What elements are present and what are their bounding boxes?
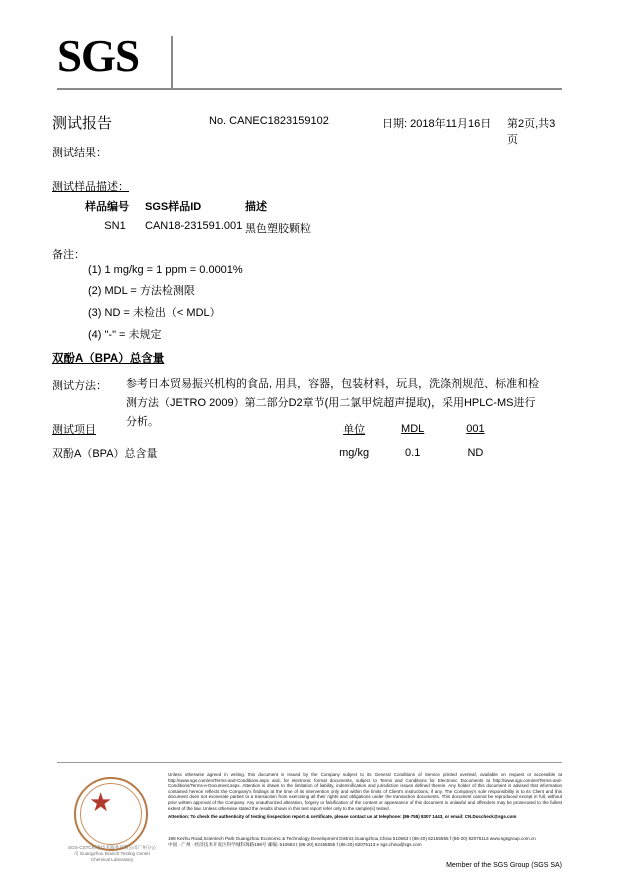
seal-caption: SGS-CSTC标准技术服务有限公司广州分公司 Guangzhou Branch Testing Center Chemical Laboratory	[67, 845, 157, 862]
column-header-sample-no: 样品编号	[85, 201, 129, 213]
cell-sgs-id: CAN18-231591.001	[145, 220, 243, 232]
cell-mdl: 0.1	[405, 447, 421, 459]
table-row	[52, 445, 512, 461]
table-header-row	[52, 421, 512, 445]
title-row	[52, 112, 562, 146]
footer-address-en: 198 Kezhu Road,Scientech Park Guangzhou Economic & Technology Development District,Guangzhou,China 510663 t (86-20) 82155555 f (86-20) 82075113 www.sgsgroup.com.cn	[168, 836, 536, 841]
footer-address-cn-main: 中国 · 广州 · 经济技术开发区科学城科珠路198号	[168, 842, 267, 848]
list-item: (1) 1 mg/kg = 1 ppm = 0.0001%	[88, 264, 243, 276]
column-header-sgs-id: SGS样品ID	[145, 201, 202, 213]
page-indicator: 第2页,共3页	[507, 118, 556, 146]
table-row	[85, 220, 375, 236]
sgs-logo	[57, 31, 179, 90]
footer-divider	[57, 762, 562, 763]
footer-address-cn	[168, 842, 562, 848]
column-header-unit: 单位	[343, 424, 366, 436]
test-results-label: 测试结果：	[52, 147, 107, 159]
cell-sample-no: SN1	[104, 220, 126, 232]
sample-description-table	[85, 198, 375, 236]
page-title: 测试报告	[52, 115, 113, 132]
header-divider	[57, 88, 562, 90]
cell-test-item: 双酚A（BPA）总含量	[52, 448, 158, 460]
sample-description-label: 测试样品描述：	[52, 181, 129, 193]
report-date: 日期: 2018年11月16日	[382, 118, 492, 130]
remark-label: 备注：	[52, 249, 85, 261]
footer-member-line: Member of the SGS Group (SGS SA)	[446, 862, 562, 869]
company-seal-stamp: ★ SGS-CSTC标准技术服务有限公司广州分公司 Guangzhou Branch Testing Center Chemical Laboratory	[66, 775, 158, 867]
remark-list	[88, 264, 243, 348]
cell-unit: mg/kg	[339, 447, 370, 459]
sgs-logo-text: SGS	[57, 31, 140, 81]
list-item: (3) ND = 未检出（< MDL）	[88, 307, 221, 319]
column-header-sample-001: 001	[466, 423, 485, 435]
column-header-test-item: 测试项目	[52, 424, 96, 436]
results-table	[52, 421, 512, 461]
list-item: (2) MDL = 方法检测限	[88, 285, 195, 297]
test-method-label: 测试方法：	[52, 380, 107, 392]
section-heading-bpa: 双酚A（BPA）总含量	[52, 353, 165, 365]
footer-address-cn-tail: 邮编: 510663 t (86-20) 82155555 f (86-20) 82075113 e sgs.china@sgs.com	[267, 842, 422, 848]
footer-disclaimer	[168, 772, 562, 820]
footer-attention-text[interactable]: Attention: To check the authenticity of testing /inspection report & certificate, please contact us at telephone: (86-755) 8307 1443, or email: CN.Doccheck@sgs.com	[168, 814, 517, 820]
footer-disclaimer-text: Unless otherwise agreed in writing, this document is issued by the Company subject to its General Conditions of Service printed overleaf, available on request or accessible at http://www.sgs.com/en/Terms-and-Conditions.aspx and, for electronic format documents, subject to Terms and Conditions for Electronic Documents at http://www.sgs.com/en/Terms-and-Conditions/Terms-e-Document.aspx. Attention is drawn to the limitation of liability, indemnification and jurisdiction issues defined therein. Any holder of this document is advised that information contained hereon reflects the Company's findings at the time of its intervention only and within the limits of Client's instructions, if any. The Company's sole responsibility is to its Client and this document does not exonerate parties to a transaction from exercising all their rights and obligations under the transaction documents. This document cannot be reproduced except in full, without prior written approval of the Company. Any unauthorized alteration, forgery or falsification of the content or appearance of this document is unlawful and offenders may be prosecuted to the fullest extent of the law. Unless otherwise stated the results shown in this test report refer only to the sample(s) tested.	[168, 772, 562, 811]
column-header-mdl: MDL	[401, 423, 425, 435]
test-method-text: 参考日本贸易振兴机构的食品, 用具，容器，包装材料，玩具，洗涤剂规范、标准和检测方法（JETRO 2009）第二部分D2章节(用二氯甲烷超声提取)，采用HPLC-MS进行分析。	[126, 378, 540, 428]
cell-result-001: ND	[467, 447, 484, 459]
table-header-row	[85, 198, 375, 220]
footer-address	[168, 836, 562, 848]
logo-vertical-rule	[171, 36, 173, 88]
cell-description: 黑色塑胶颗粒	[245, 223, 311, 235]
report-number: No. CANEC1823159102	[209, 115, 329, 127]
column-header-description: 描述	[245, 201, 267, 213]
list-item: (4) "-" = 未规定	[88, 329, 162, 341]
